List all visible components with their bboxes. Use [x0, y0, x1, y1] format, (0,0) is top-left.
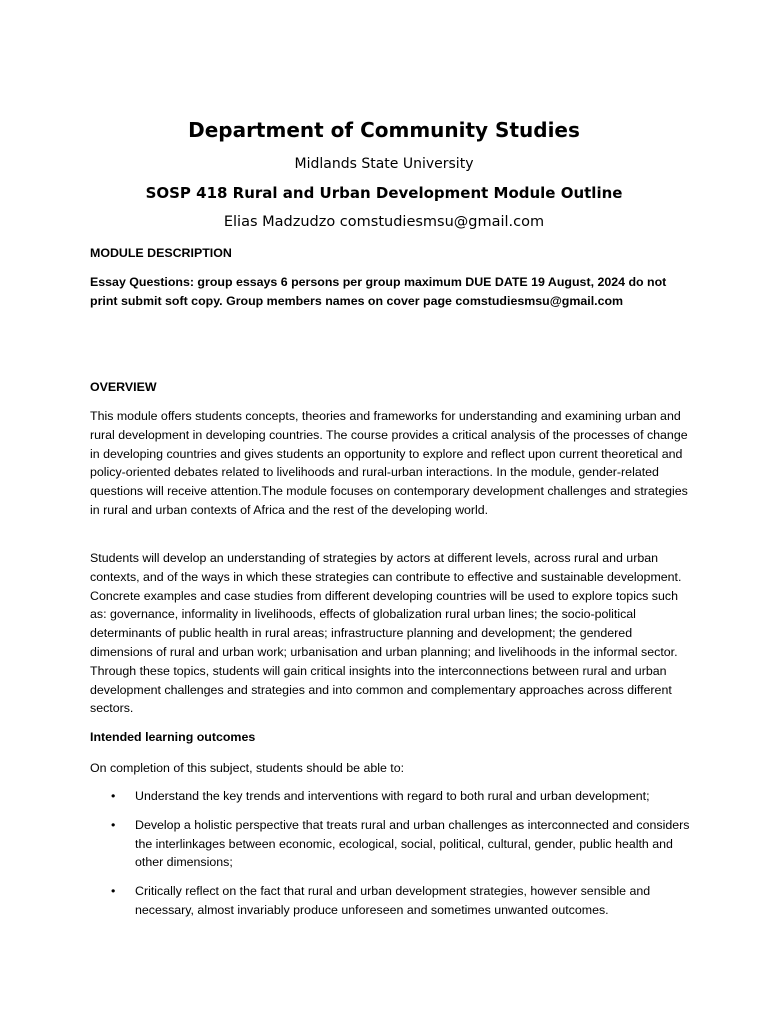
bullet-icon: •	[111, 817, 116, 832]
bullet-icon: •	[111, 789, 116, 803]
overview-paragraph-1: This module offers students concepts, theories and frameworks for understanding and examining urban and rural development in developing countries. The course provides a critical analysis of the processes of change in developing countries and gives students an opportunity to explore and reflect upon current theoretical and policy-oriented debates related to livelihoods and rural-urban interactions. In the module, gender-related questions will receive attention.The module focuses on contemporary development challenges and strategies in rural and urban contexts of Africa and the rest of the developing world.	[90, 409, 688, 517]
bullet-icon: •	[111, 884, 116, 899]
outcomes-heading: Intended learning outcomes	[90, 730, 256, 744]
overview-heading: OVERVIEW	[90, 380, 157, 394]
department-title: Department of Community Studies	[188, 118, 580, 142]
contact-line: Elias Madzudzo comstudiesmsu@gmail.com	[223, 214, 545, 230]
list-item	[90, 787, 690, 806]
outcomes-intro: On completion of this subject, students should be able to:	[90, 761, 405, 775]
list-item-text: Critically reflect on the fact that rural and urban development strategies, however sensible and necessary, almost invariably produce unforeseen and sometimes unwanted outcomes.	[135, 884, 651, 917]
course-title: SOSP 418 Rural and Urban Development Module Outline	[145, 184, 623, 202]
university-name: Midlands State University	[294, 156, 474, 172]
overview-paragraph-2: Students will develop an understanding of strategies by actors at different levels, across rural and urban contexts, and of the ways in which these strategies can contribute to effective and sustainable development. Concrete examples and case studies from different developing countries will be used to explore topics such as: governance, informality in livelihoods, effects of globalization rural urban lines; the socio-political determinants of public health in rural areas; infrastructure planning and development; the gendered dimensions of rural and urban work; urbanisation and urban planning; and livelihoods in the informal sector. Through these topics, students will gain critical insights into the interconnections between rural and urban development challenges and strategies and into common and complementary approaches across different sectors.	[90, 551, 682, 716]
module-description-heading: MODULE DESCRIPTION	[90, 246, 232, 260]
list-item	[90, 882, 690, 920]
list-item-text: Develop a holistic perspective that treats rural and urban challenges as interconnected and considers the interlinkages between economic, ecological, social, political, cultural, gender, public health and other dimensions;	[135, 817, 690, 870]
list-item-text: Understand the key trends and interventions with regard to both rural and urban development;	[135, 789, 650, 803]
list-item	[90, 816, 690, 872]
essay-instructions: Essay Questions: group essays 6 persons per group maximum DUE DATE 19 August, 2024 do not print submit soft copy. Group members names on cover page comstudiesmsu@gmail.com	[90, 275, 667, 308]
outcomes-list	[90, 787, 690, 930]
